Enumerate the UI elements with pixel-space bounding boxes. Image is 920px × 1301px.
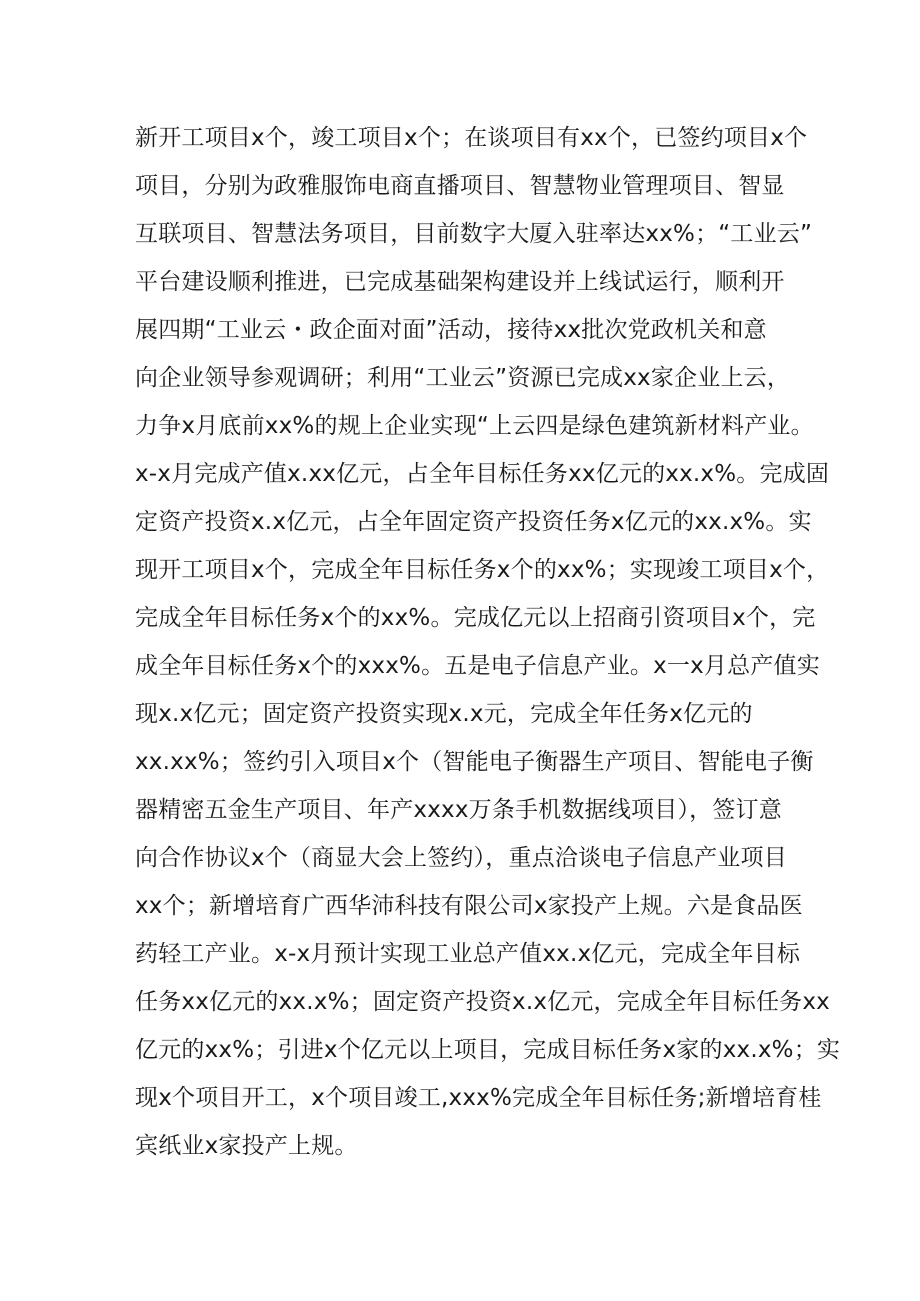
text-line: x-x月完成产值x.xx亿元，占全年目标任务xx亿元的xx.x%。完成固	[135, 461, 830, 487]
text-line: 完成全年目标任务x个的xx%。完成亿元以上招商引资项目x个，完	[135, 605, 816, 631]
text-line: 现开工项目x个，完成全年目标任务x个的xx%；实现竣工项目x个，	[135, 557, 830, 583]
text-line: xx个；新增培育广西华沛科技有限公司x家投产上规。六是食品医	[135, 893, 803, 919]
text-line: 向企业领导参观调研；利用“工业云”资源已完成xx家企业上云，	[135, 365, 791, 391]
text-line: 成全年目标任务x个的xxx%。五是电子信息产业。x一x月总产值实	[135, 653, 820, 679]
text-line: 药轻工产业。x-x月预计实现工业总产值xx.x亿元，完成全年目标	[135, 941, 801, 967]
text-line: 现x.x亿元；固定资产投资实现x.x元，完成全年任务x亿元的	[135, 701, 753, 727]
text-line: 项目，分别为政雅服饰电商直播项目、智慧物业管理项目、智显	[135, 173, 785, 199]
text-line: 平台建设顺利推进，已完成基础架构建设并上线试运行，顺利开	[135, 269, 785, 295]
text-line: 互联项目、智慧法务项目，目前数字大厦入驻率达xx%；“工业云”	[135, 221, 813, 247]
text-line: 力争x月底前xx%的规上企业实现“上云四是绿色建筑新材料产业。	[135, 413, 814, 439]
text-line: 定资产投资x.x亿元，占全年固定资产投资任务x亿元的xx.x%。实	[135, 509, 812, 535]
text-line: xx.xx%；签约引入项目x个（智能电子衡器生产项目、智能电子衡	[135, 749, 814, 775]
text-line: 现x个项目开工，x个项目竣工,xxx%完成全年目标任务;新增培育桂	[135, 1085, 822, 1111]
text-line: 任务xx亿元的xx.x%；固定资产投资x.x亿元，完成全年目标任务xx	[135, 989, 830, 1015]
text-line: 新开工项目x个，竣工项目x个；在谈项目有xx个，已签约项目x个	[135, 125, 808, 151]
text-line: 器精密五金生产项目、年产xxxx万条手机数据线项目），签订意	[135, 797, 782, 823]
text-line: 亿元的xx%；引进x个亿元以上项目，完成目标任务x家的xx.x%；实	[135, 1037, 841, 1063]
text-line: 向合作协议x个（商显大会上签约），重点洽谈电子信息产业项目	[135, 845, 787, 871]
text-line: 展四期“工业云・政企面对面”活动，接待xx批次党政机关和意	[135, 317, 767, 343]
text-line: 宾纸业x家投产上规。	[135, 1133, 358, 1159]
